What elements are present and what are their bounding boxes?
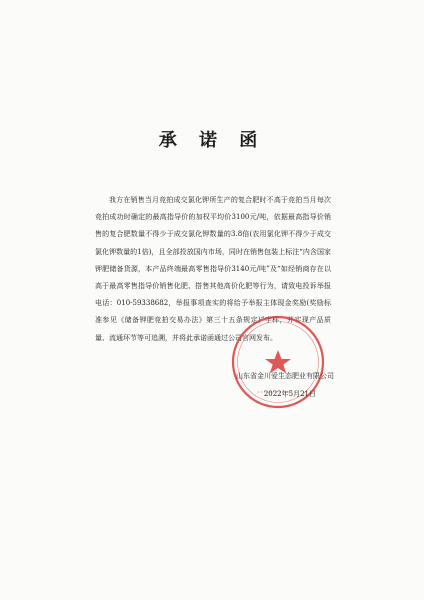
signature-date: 2022年5月21日 — [263, 390, 316, 398]
signature-company: 山东省金川爱生态肥业有限公司 — [236, 372, 334, 380]
body-paragraph: 我方在销售当月竞拍成交氯化钾所生产的复合肥时不高于竞拍当月每次竞拍成功时确定的最高指导价的加权平均价3100元/吨，依据最高指导价销售的复合肥数量不得少于成交氯化钾数量的3.8倍(农用氯化钾不得少于成交氯化钾数量的1倍)，且全部投放国内市场，同时在销售包装上标注“内含国家钾肥储备货源，本产品终端最高零售指导价3140元/吨”及“如经销商存在以高于最高零售指导价销售化肥、搭售其他高价化肥等行为，请致电投诉举报电话：010-59338682，举报事项查实的将给予举报主体现金奖励(奖励标准参见《储备钾肥竞拍交易办法》第三十五条规定)”字样，并实现产品质量、流通环节等可追溯，并将此承诺函通过公司官网发布。 — [95, 196, 331, 342]
page-title: 承 诺 函 — [158, 130, 266, 151]
